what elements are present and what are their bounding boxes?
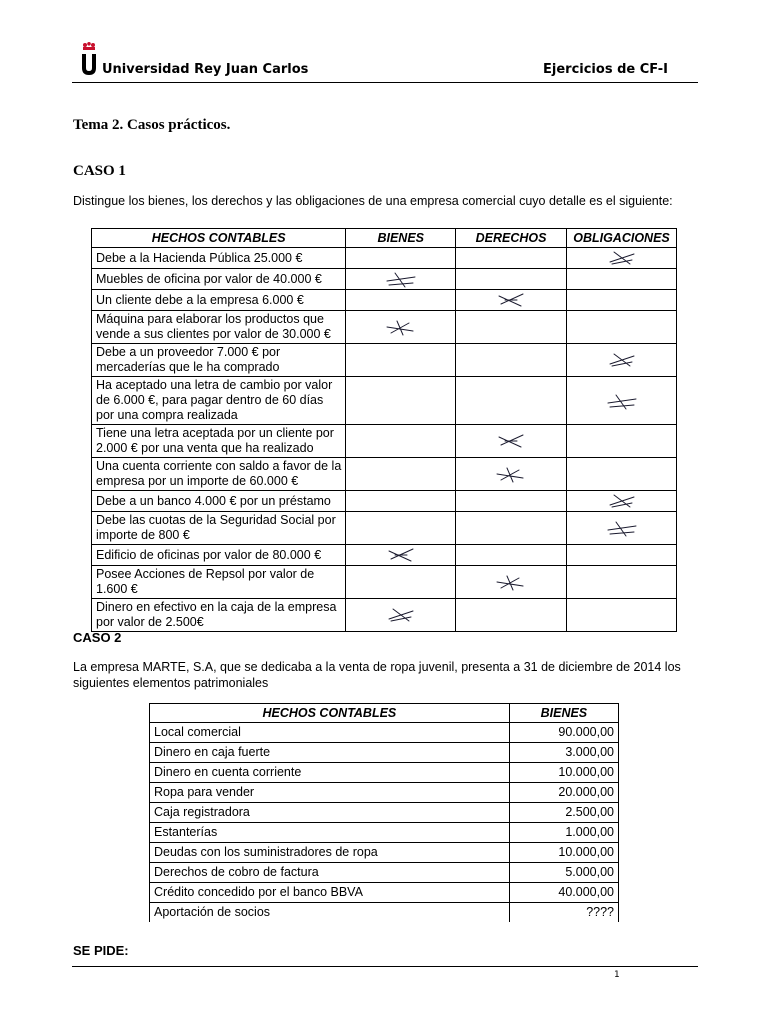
derechos-cell <box>456 566 567 599</box>
derechos-cell <box>456 599 567 632</box>
obligaciones-cell <box>567 599 677 632</box>
derechos-cell <box>456 545 567 566</box>
handwritten-check-icon <box>493 290 529 310</box>
table-row <box>150 823 619 843</box>
bienes-cell <box>346 458 456 491</box>
page-number: 1 <box>614 970 620 980</box>
hecho-contable-cell: Posee Acciones de Repsol por valor de 1.600 € <box>92 566 346 599</box>
caso2-intro: La empresa MARTE, S.A, que se dedicaba a la venta de ropa juvenil, presenta a 31 de diciembre de 2014 los siguientes elementos patrimoniales <box>73 660 681 690</box>
elemento-label-cell: Crédito concedido por el banco BBVA <box>150 883 510 903</box>
obligaciones-cell <box>567 425 677 458</box>
table-row <box>92 311 677 344</box>
handwritten-check-icon <box>493 572 529 592</box>
caso1-heading: CASO 1 <box>73 163 126 179</box>
table-row <box>92 512 677 545</box>
bienes-cell <box>346 248 456 269</box>
derechos-cell <box>456 290 567 311</box>
table-row <box>92 269 677 290</box>
hecho-contable-cell: Debe las cuotas de la Seguridad Social por importe de 800 € <box>92 512 346 545</box>
table-row <box>150 783 619 803</box>
bienes-cell <box>346 545 456 566</box>
table-row <box>150 803 619 823</box>
university-logo-icon <box>80 42 98 76</box>
table-row <box>150 843 619 863</box>
derechos-cell <box>456 491 567 512</box>
obligaciones-cell <box>567 491 677 512</box>
page-title: Tema 2. Casos prácticos. <box>73 117 231 133</box>
elemento-value-cell: ???? <box>509 903 618 923</box>
elemento-value-cell: 90.000,00 <box>509 723 618 743</box>
elemento-value-cell: 3.000,00 <box>509 743 618 763</box>
caso1-table <box>91 228 677 632</box>
elemento-label-cell: Estanterías <box>150 823 510 843</box>
elemento-value-cell: 1.000,00 <box>509 823 618 843</box>
table-header-row <box>92 229 677 248</box>
table-row <box>92 491 677 512</box>
derechos-cell <box>456 269 567 290</box>
elemento-value-cell: 10.000,00 <box>509 843 618 863</box>
obligaciones-cell <box>567 545 677 566</box>
elemento-label-cell: Deudas con los suministradores de ropa <box>150 843 510 863</box>
hecho-contable-cell: Muebles de oficina por valor de 40.000 € <box>92 269 346 290</box>
handwritten-check-icon <box>604 491 640 511</box>
university-name: Universidad Rey Juan Carlos <box>102 62 309 77</box>
table-header-row <box>150 704 619 723</box>
derechos-cell <box>456 377 567 425</box>
obligaciones-cell <box>567 290 677 311</box>
derechos-cell <box>456 344 567 377</box>
elemento-label-cell: Aportación de socios <box>150 903 510 923</box>
obligaciones-cell <box>567 377 677 425</box>
elemento-label-cell: Dinero en cuenta corriente <box>150 763 510 783</box>
elemento-label-cell: Dinero en caja fuerte <box>150 743 510 763</box>
derechos-cell <box>456 311 567 344</box>
handwritten-check-icon <box>604 518 640 538</box>
bienes-cell <box>346 512 456 545</box>
table-row <box>92 425 677 458</box>
bienes-cell <box>346 377 456 425</box>
table-row <box>150 743 619 763</box>
table-row <box>92 566 677 599</box>
table-row <box>92 290 677 311</box>
derechos-cell <box>456 425 567 458</box>
bienes-cell <box>346 290 456 311</box>
subject-title: Ejercicios de CF-I <box>543 62 668 77</box>
derechos-cell <box>456 458 567 491</box>
elemento-value-cell: 20.000,00 <box>509 783 618 803</box>
table-row <box>150 763 619 783</box>
caso1-intro: Distingue los bienes, los derechos y las obligaciones de una empresa comercial cuyo detalle es el siguiente: <box>73 194 673 208</box>
column-header: HECHOS CONTABLES <box>150 704 510 723</box>
elemento-value-cell: 5.000,00 <box>509 863 618 883</box>
bienes-cell <box>346 566 456 599</box>
obligaciones-cell <box>567 458 677 491</box>
elemento-label-cell: Caja registradora <box>150 803 510 823</box>
elemento-label-cell: Derechos de cobro de factura <box>150 863 510 883</box>
page-header <box>72 40 698 83</box>
elemento-value-cell: 40.000,00 <box>509 883 618 903</box>
handwritten-check-icon <box>383 317 419 337</box>
column-header: DERECHOS <box>456 229 567 248</box>
table-row <box>92 248 677 269</box>
column-header: HECHOS CONTABLES <box>92 229 346 248</box>
hecho-contable-cell: Edificio de oficinas por valor de 80.000 € <box>92 545 346 566</box>
obligaciones-cell <box>567 512 677 545</box>
table-row <box>92 458 677 491</box>
hecho-contable-cell: Máquina para elaborar los productos que vende a sus clientes por valor de 30.000 € <box>92 311 346 344</box>
handwritten-check-icon <box>604 350 640 370</box>
table-row <box>92 599 677 632</box>
se-pide-heading: SE PIDE: <box>73 943 129 958</box>
caso2-table <box>149 703 619 922</box>
obligaciones-cell <box>567 269 677 290</box>
bienes-cell <box>346 269 456 290</box>
table-row <box>150 903 619 923</box>
derechos-cell <box>456 512 567 545</box>
handwritten-check-icon <box>383 269 419 289</box>
page-footer-rule <box>72 966 698 967</box>
elemento-value-cell: 2.500,00 <box>509 803 618 823</box>
bienes-cell <box>346 425 456 458</box>
hecho-contable-cell: Dinero en efectivo en la caja de la empresa por valor de 2.500€ <box>92 599 346 632</box>
hecho-contable-cell: Debe a un proveedor 7.000 € por mercaderías que le ha comprado <box>92 344 346 377</box>
table-row <box>92 545 677 566</box>
hecho-contable-cell: Ha aceptado una letra de cambio por valor de 6.000 €, para pagar dentro de 60 días por una compra realizada <box>92 377 346 425</box>
table-row <box>150 723 619 743</box>
handwritten-check-icon <box>493 464 529 484</box>
obligaciones-cell <box>567 311 677 344</box>
obligaciones-cell <box>567 566 677 599</box>
elemento-value-cell: 10.000,00 <box>509 763 618 783</box>
handwritten-check-icon <box>604 248 640 268</box>
column-header: BIENES <box>509 704 618 723</box>
hecho-contable-cell: Un cliente debe a la empresa 6.000 € <box>92 290 346 311</box>
table-row <box>92 344 677 377</box>
handwritten-check-icon <box>383 545 419 565</box>
table-row <box>150 863 619 883</box>
caso2-heading: CASO 2 <box>73 630 122 645</box>
bienes-cell <box>346 311 456 344</box>
bienes-cell <box>346 344 456 377</box>
obligaciones-cell <box>567 344 677 377</box>
handwritten-check-icon <box>604 391 640 411</box>
hecho-contable-cell: Debe a un banco 4.000 € por un préstamo <box>92 491 346 512</box>
elemento-label-cell: Ropa para vender <box>150 783 510 803</box>
hecho-contable-cell: Tiene una letra aceptada por un cliente por 2.000 € por una venta que ha realizado <box>92 425 346 458</box>
table-row <box>150 883 619 903</box>
column-header: OBLIGACIONES <box>567 229 677 248</box>
derechos-cell <box>456 248 567 269</box>
elemento-label-cell: Local comercial <box>150 723 510 743</box>
hecho-contable-cell: Debe a la Hacienda Pública 25.000 € <box>92 248 346 269</box>
hecho-contable-cell: Una cuenta corriente con saldo a favor de la empresa por un importe de 60.000 € <box>92 458 346 491</box>
bienes-cell <box>346 599 456 632</box>
handwritten-check-icon <box>493 431 529 451</box>
obligaciones-cell <box>567 248 677 269</box>
handwritten-check-icon <box>383 605 419 625</box>
column-header: BIENES <box>346 229 456 248</box>
bienes-cell <box>346 491 456 512</box>
table-row <box>92 377 677 425</box>
